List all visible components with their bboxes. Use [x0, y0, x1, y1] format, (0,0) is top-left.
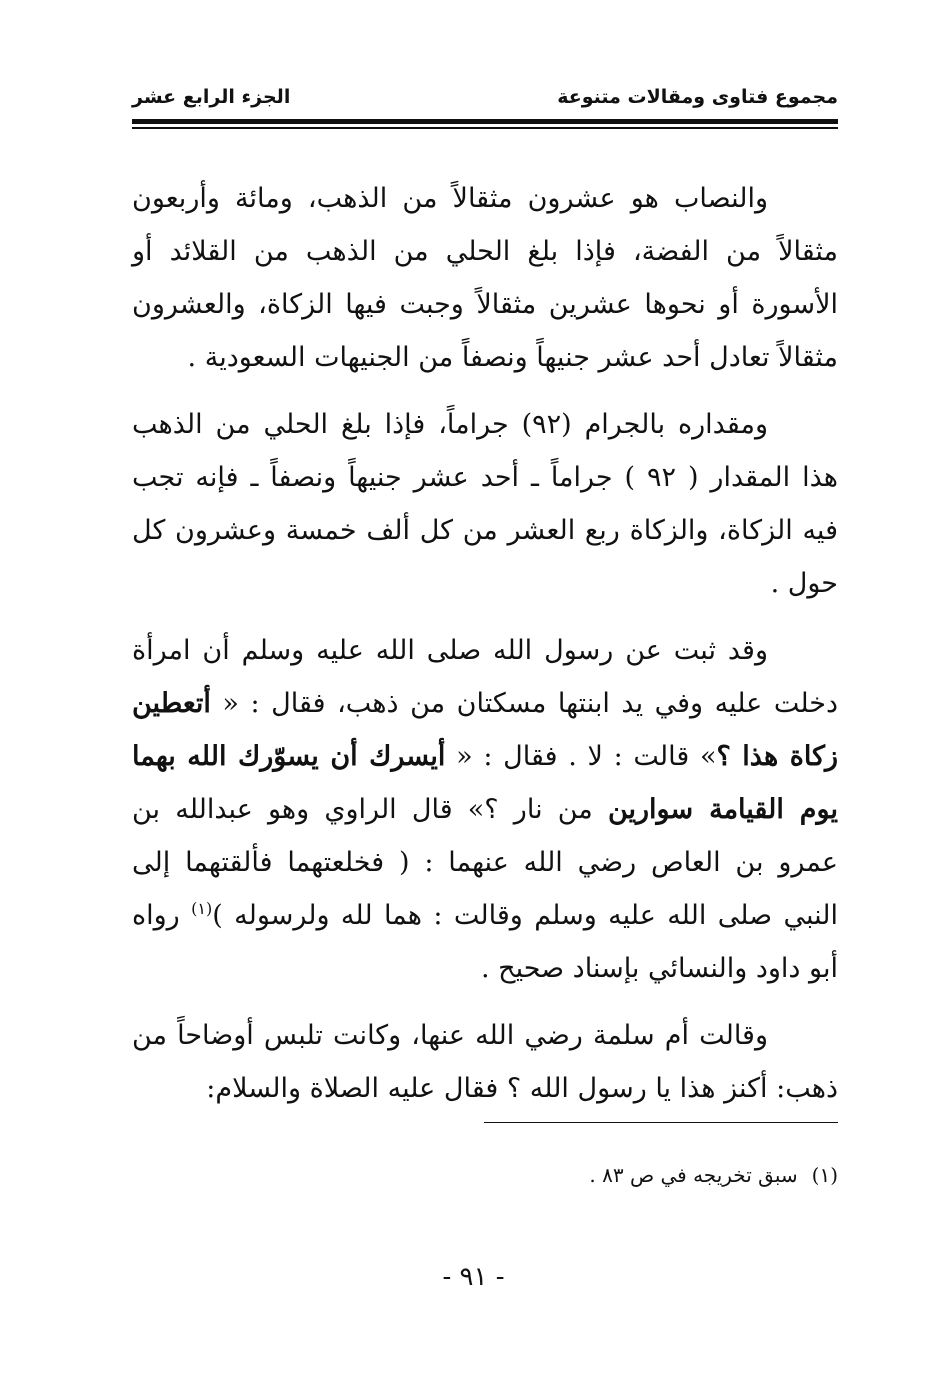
text-run: وقد ثبت عن رسول الله صلى الله عليه وسلم أن امرأة دخلت عليه وفي يد ابنتها مسكتان من ذهب، فقال : «	[132, 635, 838, 719]
paragraph	[132, 1009, 838, 1115]
text-run: والنصاب هو عشرون مثقالاً من الذهب، ومائة وأربعون مثقالاً من الفضة، فإذا بلغ الحلي من الذهب من القلائد أو الأسورة أو نحوها عشرين مثقالاً وجبت فيها الزكاة، والعشرون مثقالاً تعادل أحد عشر جنيهاً ونصفاً من الجنيهات السعودية .	[132, 183, 838, 373]
paragraph	[132, 172, 838, 384]
text-run: » قالت : لا . فقال : «	[445, 741, 717, 772]
text-run: من نار ؟» قال الراوي وهو عبدالله بن عمرو بن العاص رضي الله عنهما : ( فخلعتهما فألقتهما إلى النبي صلى الله عليه وسلم وقالت : هما لله ولرسوله )	[132, 794, 838, 931]
footnote-text: سبق تخريجه في ص ٨٣ .	[589, 1163, 798, 1187]
main-text	[132, 172, 838, 1129]
header-rule-thin	[132, 127, 838, 129]
volume-label: الجزء الرابع عشر	[132, 86, 291, 108]
hadith-quote: أتعطين زكاة هذا ؟	[132, 688, 838, 772]
running-header	[132, 86, 838, 118]
footnote	[132, 1160, 838, 1190]
text-run: وقالت أم سلمة رضي الله عنها، وكانت تلبس أوضاحاً من ذهب: أكنز هذا يا رسول الله ؟ فقال عليه الصلاة والسلام:	[132, 1020, 838, 1104]
text-run: ومقداره بالجرام (٩٢) جراماً، فإذا بلغ الحلي من الذهب هذا المقدار ( ٩٢ ) جراماً ـ أحد عشر جنيهاً ونصفاً ـ فإنه تجب فيه الزكاة، والزكاة ربع العشر من كل ألف خمسة وعشرون كل حول .	[132, 409, 838, 599]
footnote-separator	[484, 1122, 838, 1123]
header-rule-thick	[132, 119, 838, 124]
paragraph	[132, 624, 838, 995]
footnote-ref: (١)	[191, 899, 213, 918]
footnote-number: (١)	[811, 1163, 838, 1187]
book-title: مجموع فتاوى ومقالات متنوعة	[557, 86, 838, 108]
hadith-quote: أيسرك أن يسوّرك الله بهما يوم القيامة سوارين	[132, 741, 838, 825]
page-number: - ٩١ -	[442, 1262, 505, 1292]
paragraph	[132, 398, 838, 610]
text-run: رواه أبو داود والنسائي بإسناد صحيح .	[132, 900, 838, 984]
